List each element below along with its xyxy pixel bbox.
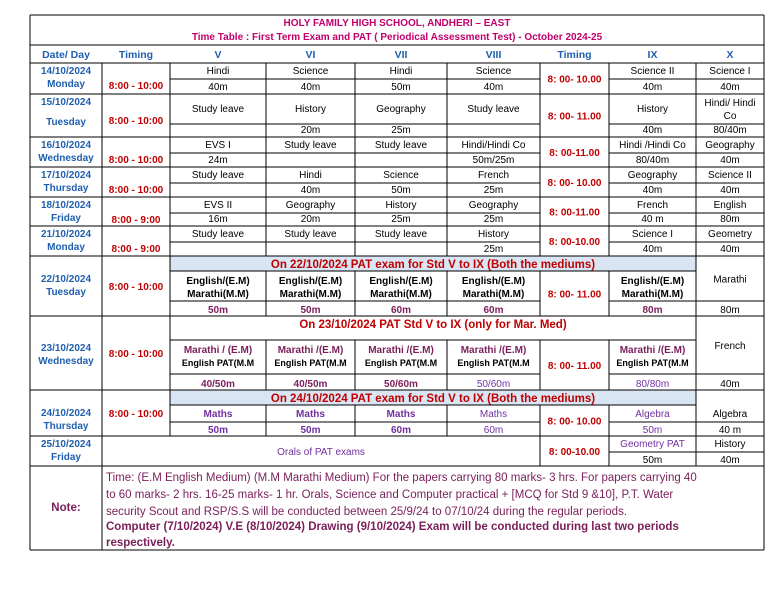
pat-subject-line2: English PAT(M.M: [457, 358, 530, 368]
pat-subject-line2: English PAT(M.M: [274, 358, 347, 368]
marks-cell: 40m: [642, 125, 663, 136]
pat-subject-line2: English PAT(M.M: [364, 358, 438, 368]
marks-cell: 80m: [720, 214, 740, 225]
subject-cell: Study leave: [467, 104, 520, 115]
row-day: Monday: [47, 242, 85, 253]
row-timing: 8:00 - 10:00: [108, 116, 164, 127]
marks-cell: 40m: [483, 82, 504, 93]
subject-cell: Study leave: [374, 229, 428, 240]
row-date: 18/10/2024: [40, 200, 92, 211]
marks-cell: 40m: [642, 244, 663, 255]
subject-cell: French: [636, 200, 669, 211]
row-day: Wednesday: [38, 153, 94, 164]
row-day: Friday: [50, 213, 82, 224]
x-marks: 40m: [720, 379, 740, 390]
note-bold-line: respectively.: [106, 537, 175, 549]
subject-cell: Science: [475, 66, 512, 77]
marks-cell: 25m: [483, 185, 504, 196]
row-timing: 8:00 - 9:00: [111, 244, 161, 255]
marks-cell: 80/40m: [635, 155, 670, 166]
note-label: Note:: [51, 502, 81, 514]
x-subject: French: [714, 341, 746, 352]
row-timing-2: 8: 00- 10.00: [547, 178, 602, 189]
row-timing-2: 8: 00- 11.00: [547, 111, 602, 123]
row-day: Friday: [50, 452, 82, 463]
subject-cell: Geography: [285, 200, 336, 211]
subject-cell: Science: [292, 66, 329, 77]
row-day: Wednesday: [38, 356, 94, 367]
row-day: Monday: [47, 79, 85, 90]
marks-cell: 24m: [208, 155, 228, 166]
row-timing: 8:00 - 9:00: [111, 215, 161, 226]
subject-cell: History: [385, 200, 417, 211]
ix-subject: Geometry PAT: [620, 439, 685, 450]
row-date: 16/10/2024: [40, 140, 92, 151]
column-header: VI: [305, 49, 316, 61]
x-subject: Marathi: [713, 274, 747, 286]
marks-cell: 25m: [483, 214, 504, 225]
subject-cell: EVS II: [203, 200, 233, 211]
pat-subject-line1: Marathi / (E.M): [183, 345, 253, 356]
subject-cell: Science II: [630, 66, 675, 77]
pat-banner: On 24/10/2024 PAT exam for Std V to IX (Both the mediums): [270, 393, 596, 405]
marks-cell: 40m: [208, 82, 228, 93]
marks-cell: 16m: [208, 214, 228, 225]
pat-subject-line1: English/(E.M): [620, 276, 685, 287]
note-line: Time: (E.M English Medium) (M.M Marathi Medium) For the papers carrying 80 marks- 3 hrs. For papers carrying 40: [106, 472, 697, 484]
pat-marks: 50m: [642, 425, 663, 436]
pat-subject-line2: Marathi(M.M): [187, 289, 249, 300]
row-date: 15/10/2024: [40, 97, 92, 108]
timetable-title: Time Table : First Term Exam and PAT ( Periodical Assessment Test) - October 2024-25: [191, 32, 603, 43]
pat-subject: Algebra: [635, 409, 670, 420]
row-timing-2: 8: 00- 10.00: [547, 74, 602, 86]
marks-cell: 50m: [391, 82, 411, 93]
marks-cell: 40 m: [641, 214, 664, 225]
marks-cell: 25m: [391, 125, 411, 136]
column-header: Timing: [557, 49, 592, 61]
pat-marks: 40/50m: [201, 379, 235, 390]
pat-subject: Maths: [479, 409, 508, 420]
subject-cell: Geography: [705, 140, 755, 151]
pat-banner: On 22/10/2024 PAT exam for Std V to IX (Both the mediums): [270, 259, 596, 271]
subject-cell: French: [477, 170, 510, 181]
pat-subject: Algebra: [712, 409, 748, 420]
pat-subject-line2: Marathi(M.M): [621, 289, 684, 300]
note-line: to 60 marks- 2 hrs. 16-25 marks- 1 hr. Orals, Science and Computer practical + [MCQ for Std 9 &10], P.T. Water: [106, 489, 674, 501]
row-date: 14/10/2024: [40, 66, 92, 77]
row-day: Tuesday: [46, 287, 86, 298]
subject-cell: Study leave: [191, 170, 245, 181]
row-timing-2: 8: 00- 11.00: [547, 361, 602, 372]
marks-cell: 40m: [720, 82, 740, 93]
marks-cell: 80/40m: [713, 125, 747, 136]
subject-cell: Geography: [468, 200, 519, 211]
pat-subject-line1: Marathi /(E.M): [277, 345, 344, 356]
pat-marks: 40 m: [718, 425, 742, 436]
row-date: 25/10/2024: [40, 439, 92, 450]
table-texts: [38, 18, 755, 549]
subject-cell: Science I: [631, 229, 674, 240]
row-day: Tuesday: [46, 117, 86, 128]
subject-cell: Geography: [376, 104, 426, 115]
row-timing: 8:00 - 10:00: [108, 409, 164, 420]
column-header: X: [726, 49, 734, 61]
x-subject: History: [714, 439, 746, 450]
row-timing: 8:00 - 10:00: [108, 155, 164, 166]
subject-cell: History: [294, 104, 327, 115]
pat-subject: Maths: [203, 409, 233, 420]
marks-cell: 40m: [300, 82, 321, 93]
subject-cell: Science II: [708, 170, 752, 181]
subject-cell: History: [477, 229, 510, 240]
marks-cell: 25m: [483, 244, 504, 255]
marks-cell: 40m: [642, 185, 663, 196]
subject-cell: Science I: [709, 66, 751, 77]
pat-marks: 50m: [207, 425, 229, 436]
row-date: 23/10/2024: [40, 343, 92, 354]
row-timing-2: 8: 00-10.00: [548, 237, 601, 248]
row-timing-2: 8: 00-10.00: [548, 447, 601, 458]
note-line: security Scout and RSP/S.S will be conducted between 25/9/24 to 07/10/24 during the regular periods.: [106, 506, 628, 518]
pat-subject-line2: Marathi(M.M): [462, 289, 525, 300]
row-date: 24/10/2024: [40, 408, 92, 419]
pat-subject: Maths: [386, 409, 416, 420]
pat-subject-line1: Marathi /(E.M): [368, 345, 434, 356]
row-day: Thursday: [43, 183, 89, 194]
pat-subject-line2: English PAT(M.M: [181, 358, 255, 368]
subject-cell: Hindi: [389, 66, 413, 77]
row-timing-2: 8: 00-11.00: [549, 207, 600, 219]
subject-cell: History: [636, 104, 669, 115]
pat-subject-line1: Marathi /(E.M): [460, 345, 527, 356]
marks-cell: 40m: [720, 185, 740, 196]
school-name: HOLY FAMILY HIGH SCHOOL, ANDHERI – EAST: [283, 18, 511, 29]
pat-subject: Maths: [296, 409, 325, 420]
pat-marks: 60m: [390, 305, 412, 316]
row-timing-2: 8: 00- 11.00: [547, 289, 602, 301]
pat-marks: 50m: [300, 425, 321, 436]
marks-cell: 50m: [391, 185, 411, 196]
row-timing-2: 8: 00-11.00: [549, 148, 600, 159]
ix-marks: 50m: [642, 455, 663, 466]
row-timing-2: 8: 00- 10.00: [547, 416, 602, 428]
pat-marks: 60m: [483, 425, 504, 436]
subject-cell: Hindi/ Hindi: [704, 98, 756, 109]
subject-cell-wrap: Co: [723, 111, 737, 122]
row-timing: 8:00 - 10:00: [108, 349, 164, 360]
pat-marks: 50m: [300, 305, 321, 316]
pat-subject-line1: English/(E.M): [461, 276, 526, 287]
pat-subject-line2: English PAT(M.M: [616, 358, 689, 368]
column-header: VII: [394, 49, 408, 61]
row-timing: 8:00 - 10:00: [108, 185, 164, 196]
subject-cell: Hindi/Hindi Co: [461, 140, 526, 151]
marks-cell: 50m/25m: [472, 155, 515, 166]
subject-cell: Geography: [627, 170, 678, 181]
subject-cell: Study leave: [284, 229, 337, 240]
row-timing: 8:00 - 10:00: [108, 282, 164, 293]
column-header: Date/ Day: [42, 49, 90, 61]
marks-cell: 40m: [642, 82, 663, 93]
subject-cell: EVS I: [205, 140, 231, 151]
subject-cell: Study leave: [284, 140, 337, 151]
marks-cell: 40m: [720, 244, 740, 255]
row-date: 22/10/2024: [40, 274, 92, 285]
pat-marks: 50m: [207, 305, 229, 316]
subject-cell: Study leave: [191, 229, 245, 240]
pat-subject-line1: English/(E.M): [369, 276, 433, 287]
orals-note: Orals of PAT exams: [277, 447, 365, 458]
subject-cell: Study leave: [374, 140, 428, 151]
subject-cell: Hindi: [206, 66, 230, 77]
pat-banner: On 23/10/2024 PAT Std V to IX (only for Mar. Med): [299, 319, 567, 331]
marks-cell: 20m: [300, 125, 321, 136]
row-day: Thursday: [43, 421, 89, 432]
note-bold-line: Computer (7/10/2024) V.E (8/10/2024) Drawing (9/10/2024) Exam will be conducted during last two periods: [106, 521, 679, 533]
column-header: IX: [647, 49, 658, 61]
pat-subject-line1: Marathi /(E.M): [619, 345, 686, 356]
pat-subject-line1: English/(E.M): [186, 276, 250, 287]
subject-cell: Hindi: [299, 170, 322, 181]
row-date: 17/10/2024: [40, 170, 92, 181]
pat-marks: 60m: [483, 305, 504, 316]
pat-marks: 50/60m: [476, 379, 511, 390]
row-timing: 8:00 - 10:00: [108, 81, 164, 92]
pat-marks: 80m: [642, 305, 663, 316]
marks-cell: 25m: [391, 214, 411, 225]
pat-marks: 80/80m: [635, 379, 670, 390]
pat-marks: 50/60m: [384, 379, 418, 390]
subject-cell: Study leave: [191, 104, 245, 115]
pat-subject-line1: English/(E.M): [278, 276, 343, 287]
marks-cell: 20m: [300, 214, 321, 225]
row-date: 21/10/2024: [40, 229, 92, 240]
column-header: Timing: [118, 49, 154, 61]
pat-subject-line2: Marathi(M.M): [370, 289, 432, 300]
subject-cell: English: [713, 200, 747, 211]
column-header: V: [214, 49, 222, 61]
subject-cell: Hindi /Hindi Co: [619, 140, 686, 151]
pat-subject-line2: Marathi(M.M): [279, 289, 342, 300]
pat-marks: 60m: [390, 425, 412, 436]
marks-cell: 40m: [720, 155, 740, 166]
subject-cell: Geometry: [708, 229, 752, 240]
column-header: VIII: [485, 49, 502, 61]
pat-marks: 40/50m: [293, 379, 328, 390]
x-marks: 80m: [720, 305, 740, 316]
marks-cell: 40m: [300, 185, 321, 196]
x-marks: 40m: [720, 455, 740, 466]
subject-cell: Science: [383, 170, 419, 181]
